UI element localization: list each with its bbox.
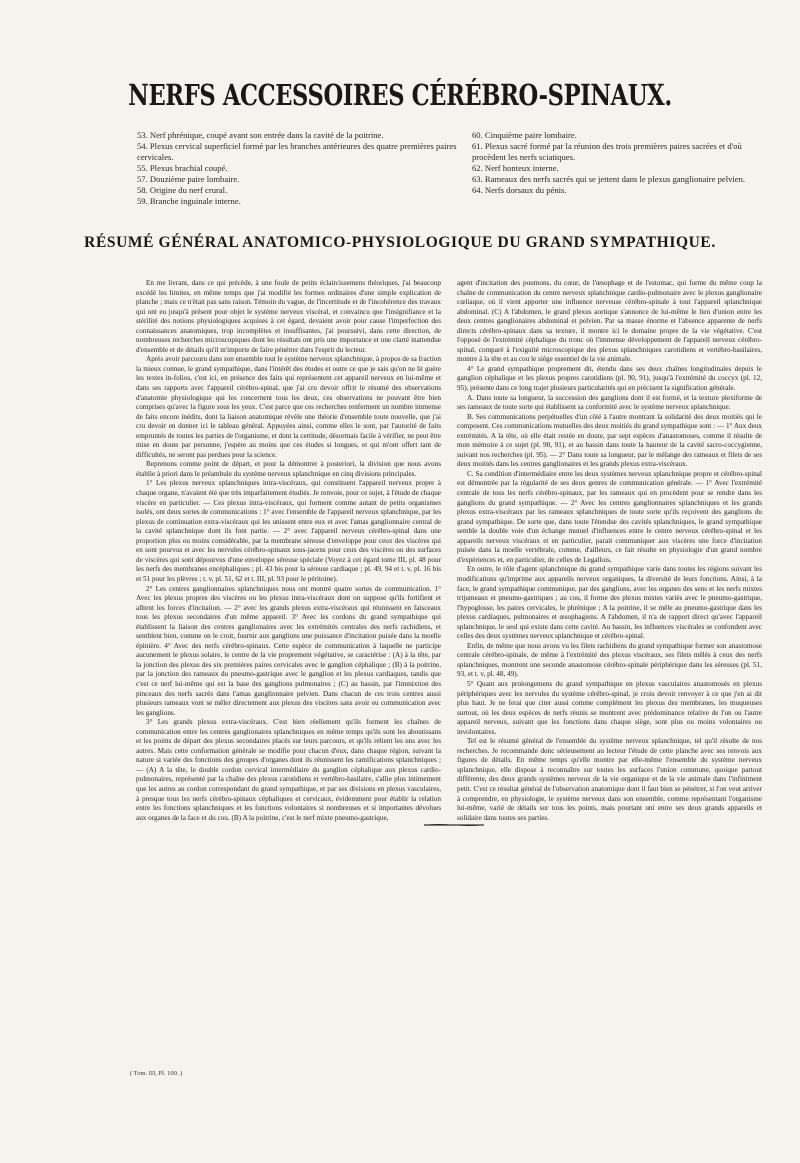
body-paragraph: Après avoir parcouru dans son ensemble tout le système nerveux splanchnique, à propos de sa fraction la mieux connue, le grand sympathique, dans l'intérêt des études et outre ce que je sais qu'on ne lit guère les textes in-folios, c'est ici, en présence des faits qui représentent cet appareil nerveux en lui-même et dans ses rapports avec l'appareil cérébro-spinal, que j'ai cru devoir offrir le résumé des observations d'anatomie physiologique qui les concernent tous les deux, ces observations ne pouvant être bien comprises qu'avec la figure sous les yeux. C'est parce que ces recherches renferment un nombre immense de faits encore inédits, dont la liaison anatomique révèle une théorie d'ensemble toute nouvelle, que j'ai cru devoir en donner ici le tableau général. Appuyées ainsi, comme elles le sont, par l'autorité de faits empruntés de toutes les parties de l'organisme, et dont la certitude, désormais facile à vérifier, ne peut être mise en doute par personne, j'espère au moins que ces études si longues, et qui m'ont offert tant de difficultés, ne seront pas perdues pour la science. [136, 355, 441, 459]
legend-number: 61. [472, 141, 483, 151]
body-paragraph: Enfin, de même que nous avons vu les filets rachidiens du grand sympathique former son anastomose centrale cérébro-spinale, de même à l'extrémité des plexus viscéraux, ses filets mêlés à ceux des nerfs splanchniques, montrent une seconde anastomose cérébro-spinale périphérique dans les séreuses (pl. 51, 93, et t. v, pl. 48, 49). [457, 641, 762, 679]
body-paragraph: 4° Le grand sympathique proprement dit, étendu dans ses deux chaînes longitudinales depuis le ganglion céphalique et les plexus propres carotidiens (pl. 90, 91), jusqu'à l'extrémité du coccyx (pl. 12, 95), présente dans ce long trajet plusieurs particularités qui en précisent la signification générale. [457, 364, 762, 393]
body-paragraph: 1° Les plexus nerveux splanchniques intra-viscéraux, qui constituent l'appareil nerveux propre à chaque organe, n'avaient été que très imparfaitement étudiés. Je renvoie, pour ce sujet, à l'étude de chaque viscère en particulier. — Ces plexus intra-viscéraux, qui forment comme autant de petits organismes isolés, ont deux sortes de communications : 1° avec l'ensemble de l'appareil nerveux splanchnique, par les plexus de continuation extra-viscéraux qui les unissent entre eux et avec l'amas ganglionnaire central de la cavité splanchnique dont ils font partie. — 2° avec l'appareil nerveux cérébro-spinal dans une proportion plus ou moins considérable, par la membrane séreuse d'enveloppe pour ceux des viscères qui en sont pourvus et avec les nervules cérébro-spinaux sous-jacens pour ceux des viscères ou des surfaces de viscères qui sont dépourvus d'une enveloppe séreuse spéciale (Voyez à cet égard tome III, pl. 48 pour les nerfs des membranes encéphaliques ; pl. 43 bis pour la séreuse cardiaque ; pl. 49, 94 et t. v, pl. 16 bis et 51 pour les plèvres ; t. v, pl. 51, 62 et t. III, pl. 93 pour le péritoine). [136, 479, 441, 583]
legend-item [472, 130, 777, 141]
body-paragraph: 2° Les centres ganglionnaires splanchniques nous ont montré quatre sortes de communication. 1° Avec les plexus propres des viscères ou les plexus intra-viscéraux dont on suppose qu'ils fortifient et alltent les forces d'incitation. — 2° avec les grands plexus extra-viscéraux qui réunissent en faisceaux tous les plexus secondaires d'un même appareil. 3° Avec les cordons du grand sympathique qui établissent la liaison des centres ganglionaires avec les extrémités centrales des nerfs rachidiens, et semblent bien, comme on le croit, fournir aux ganglions une puissance d'incitation puisée dans la moelle épinière. 4° Avec des nerfs cérébro-spinaux. Cette espèce de communication à laquelle ne participe aucunement le plexus solaire, le centre de la vie proprement végétative, se caractérise : (A) à la tête, par la jonction des plexus des six premières paires cervicales avec le ganglion céphalique ; (B) à la poitrine, par la jonction des rameaux du pneumo-gastrique avec le ganglion et les plexus cardiaques, tandis que c'est ce nerf lui-même qui est la base des ganglions pulmonaires ; (C) au bassin, par l'immixtion des pinceaux des nerfs sacrés dans l'amas ganglionnaire pelvien. Dans chacun de ces trois centres aussi plusieurs rameaux vont se mêler directement aux plexus des viscères sans avoir eu communication avec les ganglions. [136, 584, 441, 717]
body-paragraph: A. Dans toute sa longueur, la succession des ganglions dont il est formé, et la texture plexiforme de ses rameaux de toute sorte qui établissent sa conformité avec le système nerveux splanchnique. [457, 393, 762, 412]
legend-number: 57. [137, 174, 148, 184]
body-paragraph: En me livrant, dans ce qui précède, à une foule de petits éclaircissemens théoriques, j'ai beaucoup excédé les limites, en même temps que j'ai modifié les formes ordinaires d'une simple explication de planche ; mais ce n'était pas sans raison. Témoin du vague, de l'incertitude et de l'incohérence des travaux qui ont eu jusqu'à présent pour objet le système nerveux viscéral, et convaincu que l'insignifiance et la stérilité des notions physiologiques acquises à cet égard, devaient avoir pour cause l'imperfection des connaissances anatomiques, trop incomplètes et insuffisantes, j'ai poursuivi, dans cette direction, de nombreuses recherches microscopiques dont les résultats ont pris une importance et une clarté inattendue d'ensemble et de détails qu'il m'importe de faire pénétrer dans l'esprit du lecteur. [136, 279, 441, 354]
legend-item [137, 174, 472, 185]
legend-text: Origine du nerf crural. [149, 185, 228, 195]
body-paragraph: En outre, le rôle d'agent splanchnique du grand sympathique varie dans toutes les régions suivant les modifications qu'imprime aux appareils nerveux organiques, la diversité de leurs fonctions. Ainsi, à la face, le grand sympathique communique, par des ganglions, avec les organes des sens et les nerfs mixtes trijumeaux et pneumo-gastriques ; au cou, il forme des plexus mixtes variés avec le pneumo-gastrique, l'hypoglosse, les paires cervicales, le phrénique ; A la poitrine, il se mêle au pneumo-gastrique dans les plexus cardiaques, pulmonaires et œsophagiens. A l'abdomen, il n'a de rapport direct qu'avec l'appareil splanchnique, le seul qui existe dans cette cavité. Au bassin, les influences viscérales se confondent avec celles des deux systèmes nerveux splanchnique et cérébro-spinal. [457, 565, 762, 641]
legend-item [137, 130, 472, 141]
legend-item [472, 185, 777, 196]
body-paragraph: Tel est le résumé général de l'ensemble du système nerveux splanchnique, tel qu'il résulte de nos recherches. Je recommande donc sérieusement au lecteur l'étude de cette planche avec ses renvois aux figures de détails. En même temps qu'elle montre par elle-même l'ensemble du système nerveux splanchnique, elle dispose à reconnaître sur toutes les surfaces l'union commune, quoique partout différente, des deux grands systèmes nerveux de la vie organique et de la vie animale dans l'infiniment petit. C'est ce résultat général de l'observation anatomique dont il faut bien se pénétrer, si l'on veut arriver à comprendre, en physiologie, le système nerveux dans son ensemble, comme représentant l'organisme lui-même, varié de détails sur tous les points, mais pourtant uni entre ses deux grands appareils et solidaire dans toutes ses parties. [457, 737, 762, 822]
legend-number: 63. [472, 174, 483, 184]
legend-text: Nerfs dorsaux du pénis. [484, 185, 567, 195]
text-column-right [457, 279, 762, 823]
legend-number: 59. [137, 196, 148, 206]
plate-reference: ( Tom. III, Pl. 100. ) [130, 1070, 183, 1077]
legend-number: 55. [137, 163, 148, 173]
legend-number: 58. [137, 185, 148, 195]
section-heading: RÉSUMÉ GÉNÉRAL ANATOMICO-PHYSIOLOGIQUE DU GRAND SYMPATHIQUE. [84, 234, 716, 251]
legend-number: 53. [137, 130, 148, 140]
text-column-left [136, 279, 441, 823]
page-title: NERFS ACCESSOIRES CÉRÉBRO-SPINAUX. [128, 78, 672, 112]
body-paragraph: C. Sa condition d'intermédiaire entre les deux systèmes nerveux splanchnique propre et cérébro-spinal est démontrée par la régularité de ses deux genres de communication générale. — 1° Avec l'extrémité centrale de tous les nerfs cérébro-spinaux, par les rameaux qui en procèdent pour se rendre dans les ganglions du grand sympathique. — 2° Avec les centres ganglionnaires splanchniques et les grands plexus extra-viscéraux par les rameaux splanchniques de toute sorte qu'ils reçoivent des ganglions du grand sympathique. De sorte que, dans toute l'étendue des cavités splanchniques, le grand sympathique semble la double voie d'un échange mutuel d'influences entre le centre nerveux cérébro-spinal et les appareils nerveux viscéraux et en particulier, parait communiquer aux viscères une force d'incitation puisée dans la moelle vertébrale, comme, d'ailleurs, ce fait résulte en physiologie d'un grand nombre d'expériences et, en particulier, de celles de Legallois. [457, 469, 762, 564]
legend-text: Douzième paire lombaire. [149, 174, 240, 184]
legend-item [137, 163, 472, 174]
legend-text: Plexus sacré formé par la réunion des trois premières paires sacrées et d'où procèdent les nerfs sciatiques. [472, 141, 742, 162]
legend-number: 62. [472, 163, 483, 173]
legend-text: Plexus brachial coupé. [149, 163, 228, 173]
legend-item [472, 163, 777, 174]
legend-item [137, 185, 472, 196]
figure-legend-left [137, 130, 472, 207]
body-paragraph: agent d'incitation des poumons, du cœur, de l'œsophage et de l'estomac, qui forme du même coup la chaîne de communication du centre nerveux splanchnique cardio-pulmonaire avec le plexus ganglionaire cœliaque, où il vient apporter une influence nerveuse cérébro-spinale à tout l'appareil splanchnique abdominal. (C) A l'abdomen, le grand plexus aortique s'annonce de lui-même le lien d'union entre les deux centres ganglionaires abdominal et pelvien. Par sa masse énorme et l'absence apparente de nerfs directs cérébro-spinaux dans sa texture, il montre ici le domaine propre de la vie végétative. C'est l'opposé de l'extrémité céphalique du tronc où l'immense développement de l'appareil nerveux cérébro-spinal, comparé à l'exiguïté microscopique des plexus splanchniques carotidiens et vertébro-basilaires, montre à la tête et au cou le siège essentiel de la vie animale. [457, 279, 762, 364]
legend-text: Nerf phrénique, coupé avant son entrée dans la cavité de la poitrine. [149, 130, 384, 140]
legend-number: 60. [472, 130, 483, 140]
body-paragraph: B. Ses communications perpétuelles d'un côté à l'autre montrant la solidarité des deux moitiés qui le composent. Ces communications mutuelles des deux moitiés du grand sympathique sont : — 1° Aux deux extrémités. A la tête, où elle était restée en doute, par sept espèces d'anastomoses, comme il résulte de mon mémoire à ce sujet (pl. 90, 91), et au bassin dans toute la hauteur de la cavité sacro-coccygienne, suivant nos recherches (pl. 95). — 2° Dans toute sa longueur, par le mélange des rameaux et filets de ses deux moitiés dans les centres ganglionaires et les grands plexus extra-viscéraux. [457, 412, 762, 469]
figure-legend-right [472, 130, 777, 196]
legend-number: 64. [472, 185, 483, 195]
legend-item [137, 196, 472, 207]
legend-item [472, 141, 777, 163]
legend-item [472, 174, 777, 185]
body-paragraph: Reprenons comme point de départ, et pour la démontrer à posteriori, la division que nous avons établie à priori dans le préambule du système nerveux splanchnique en cinq divisions principales. [136, 460, 441, 478]
legend-text: Branche inguinale interne. [149, 196, 241, 206]
body-paragraph: 3° Les grands plexus extra-viscéraux. C'est bien réellement qu'ils forment les chaînes de communication entre les centres ganglionaires splanchniques en même temps qu'ils sont les aboutissans et les points de départ des plexus secondaires placés sur leurs parcours, et qu'ils relient les uns avec les autres. Mais cette conformation générale se modifie pour chacun d'eux, dans chaque région, suivant la nature si variée des fonctions des groupes d'organes dont ils réunissent les ramifications splanchniques ; — (A) A la tête, le double cordon cervical intermédiaire du ganglion céphalique aux plexus cardio-pulmonaires, représenté par la chaîne des plexus carotidiens et vertébro-basilaire, s'allie plus intimement que les autres au cordon correspondant du grand sympathique, et par ses divisions en plexus vasculaires, à presque tous les nerfs cérébro-spinaux céphaliques et cervicaux, évidemment pour établir la relation entre les fonctions splanchniques et les fonctions volontaires si nombreuses et si importantes dévolues aux organes de la face et du cou. (B) A la poitrine, c'est le nerf mixte pneumo-gastrique, [136, 718, 441, 822]
legend-item [137, 141, 472, 163]
legend-text: Rameaux des nerfs sacrés qui se jettent dans le plexus ganglionaire pelvien. [484, 174, 746, 184]
legend-number: 54. [137, 141, 148, 151]
end-ornament-rule [424, 823, 484, 827]
legend-text: Nerf honteux interne. [484, 163, 559, 173]
legend-text: Cinquième paire lombaire. [484, 130, 577, 140]
legend-text: Plexus cervical superficiel formé par les branches antérieures des quatre premières paires cervicales. [137, 141, 457, 162]
body-paragraph: 5° Quant aux prolongemens du grand sympathique en plexus vasculaires anastomosés en plexus périphériques avec les nervules du système cérébro-spinal, je crois devoir renvoyer à ce que j'en ai dit plus haut. Je ne ferai que citer aussi comme complément les plexus des membranes, les muqueuses surtout, où les deux espèces de nerfs réunis se montrent avec prédominance relative de l'un ou l'autre appareil nerveux, suivant que les fonctions dans chaque siège, sont plus ou moins volontaires ou involontaires. [457, 679, 762, 736]
